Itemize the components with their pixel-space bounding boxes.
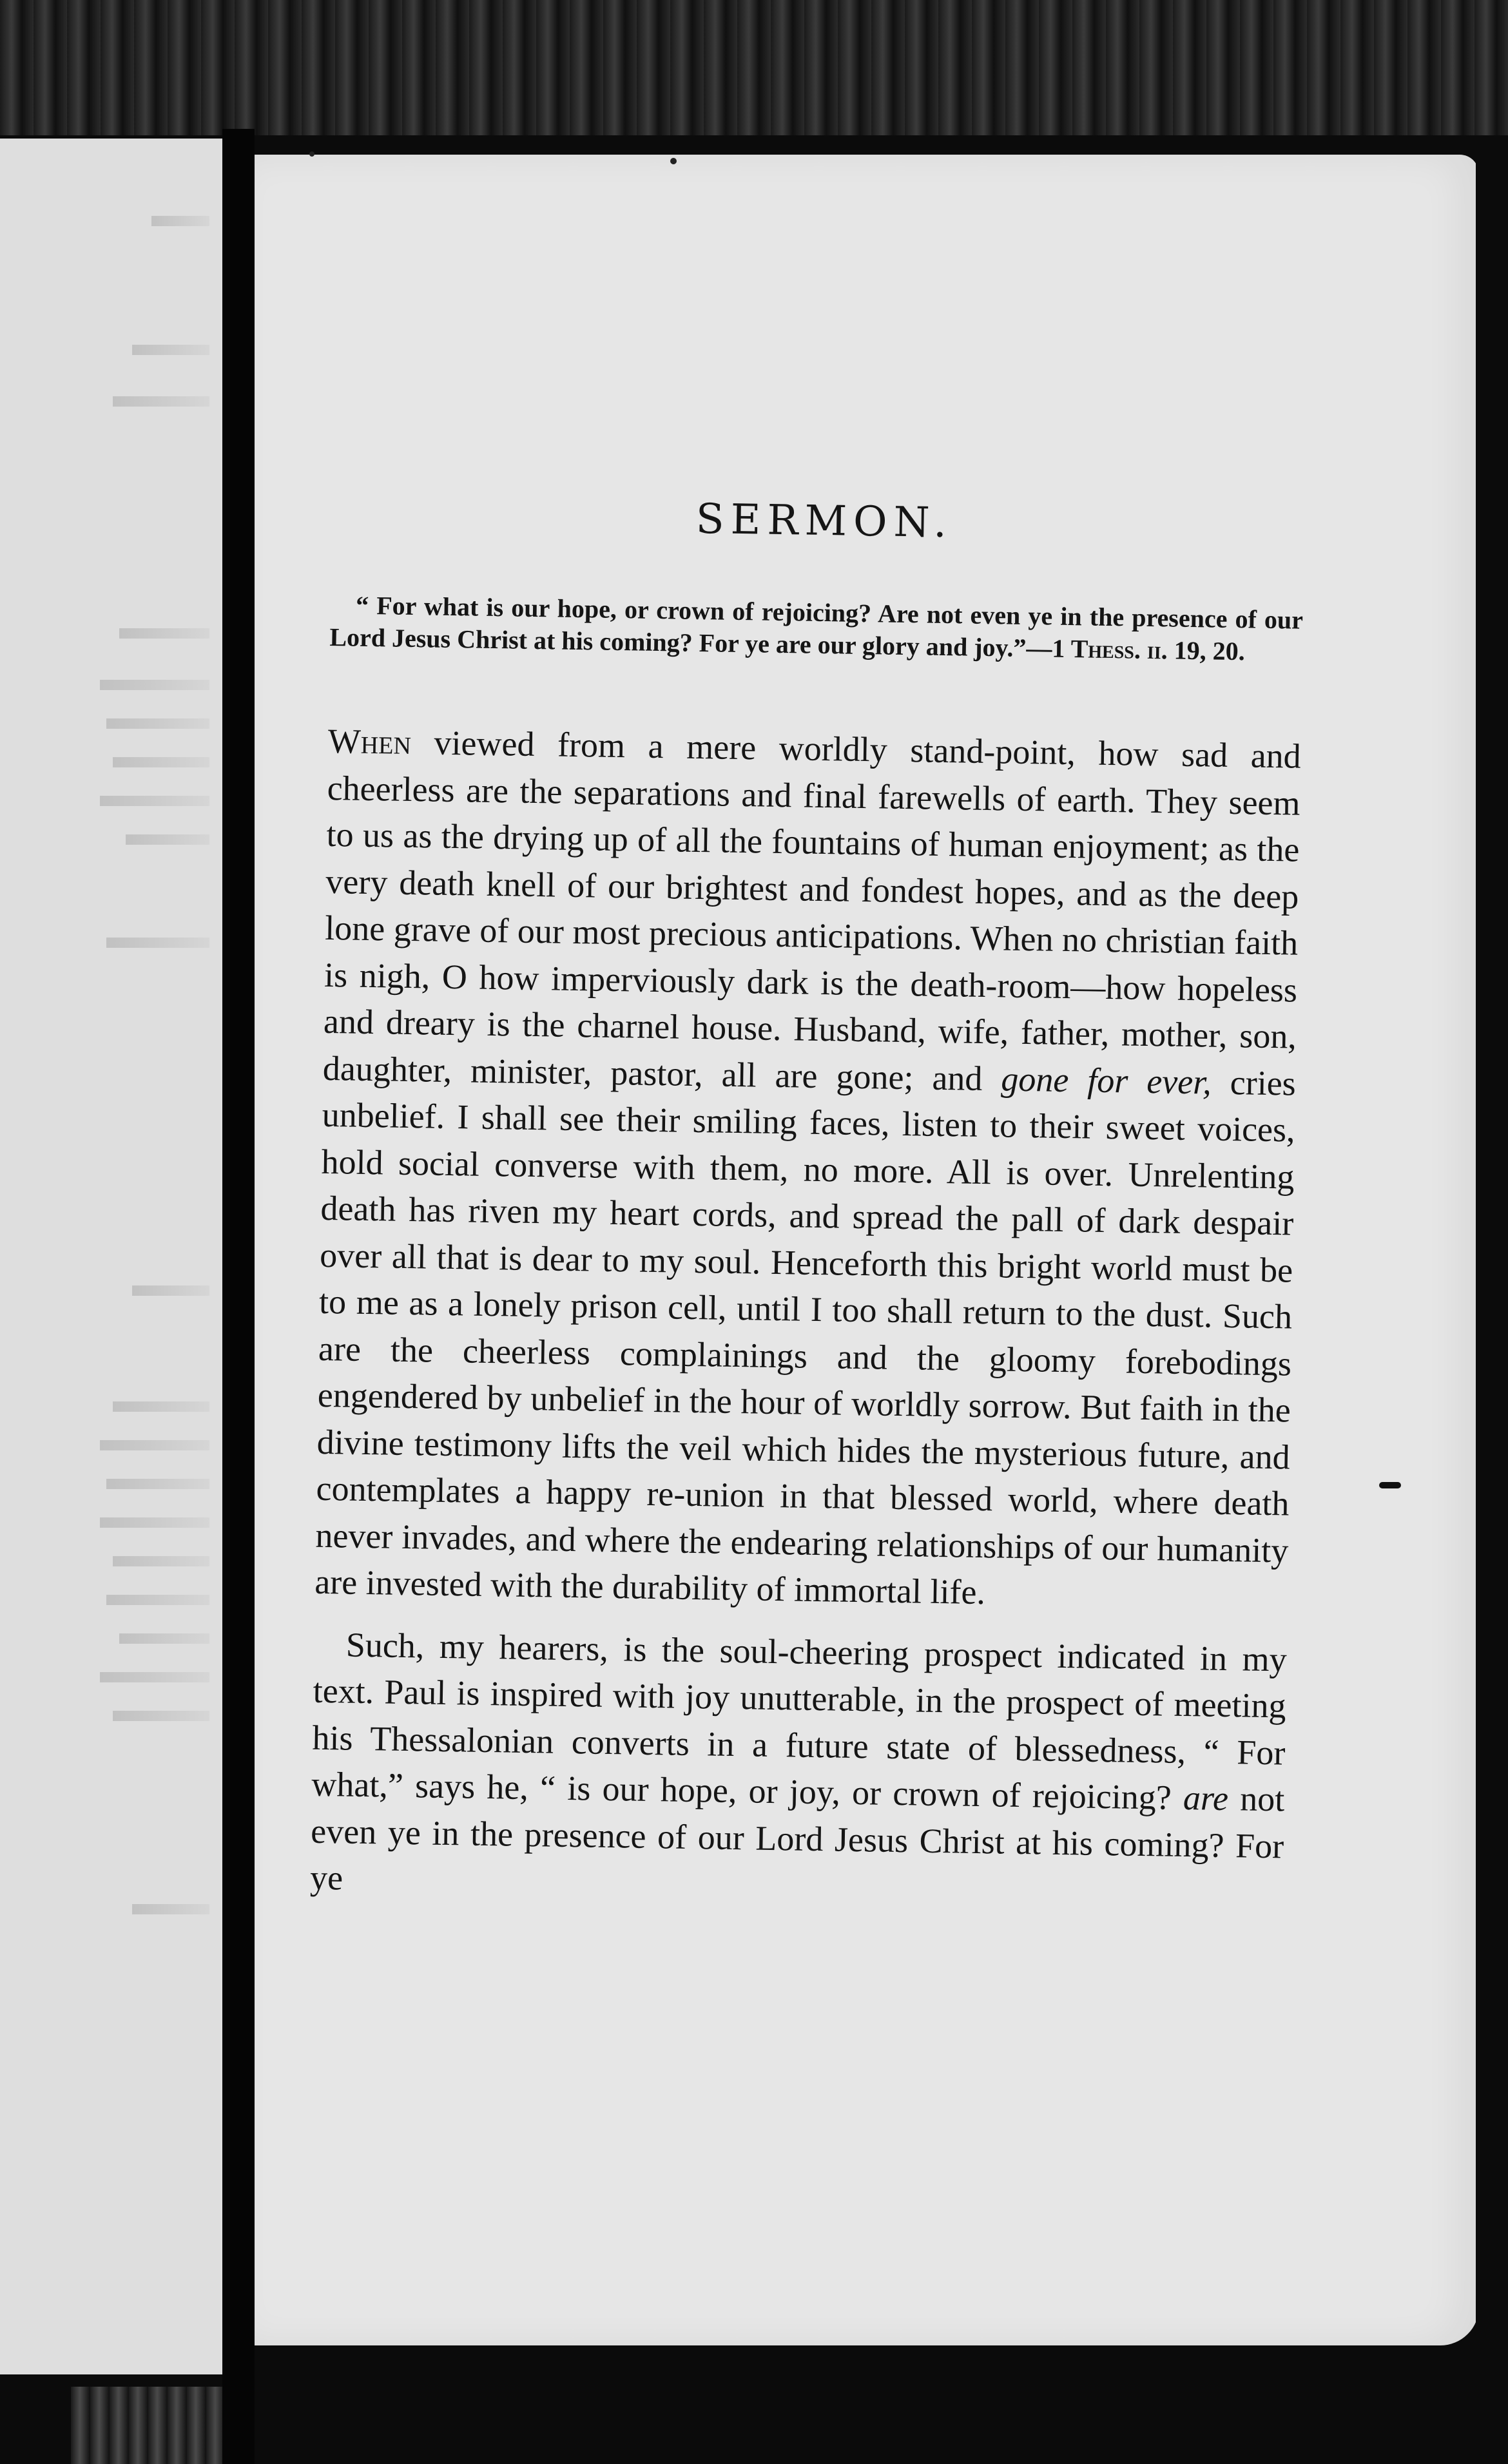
paragraph-1: [314, 718, 1301, 1621]
page-title: SERMON.: [695, 495, 954, 548]
page-content: [310, 490, 1305, 1916]
paragraph-1-emphasis: gone for ever,: [1000, 1059, 1212, 1102]
speck: [670, 158, 677, 164]
paragraph-2-emphasis: are: [1183, 1778, 1229, 1818]
book-page: [255, 155, 1479, 2345]
paragraph-2-text-a: Such, my hearers, is the soul-cheering prospect indicated in my text. Paul is inspired with joy unutterable, in the prospect of meeting his Thessalonian converts in a future state of blessedness, “ For what,” says he, “ is our hope, or joy, or crown of rejoicing?: [311, 1625, 1288, 1817]
scan-background-right: [1476, 155, 1508, 2464]
margin-mark: [1379, 1482, 1401, 1488]
epigraph-citation: 1 Thess. ii. 19, 20.: [1052, 633, 1246, 666]
paragraph-1-lead: When: [327, 721, 412, 762]
binding-gutter: [222, 129, 255, 2464]
paragraph-1-text-b: cries unbelief. I shall see their smiling faces, listen to their sweet voices, hold social converse with them, no more. All is over. Unrelenting death has riven my heart cords, and spread the pall of dark despair over all that is dear to my soul. Henceforth this bright world must be to me as a lonely prison cell, until I too shall return to the dust. Such are the cheerless complainings and the gloomy forebodings engendered by unbelief in the hour of worldly sorrow. But faith in the divine testimony lifts the veil which hides the mysterious future, and contemplates a happy re-union in that blessed world, where death never invades, and where the endearing relationships of our humanity are invested with the durability of immortal life.: [314, 1063, 1297, 1612]
paragraph-1-text-a: viewed from a mere worldly stand-point, how sad and cheerless are the separations and final farewells of earth. They seem to us as the drying up of all the fountains of human enjoyment; as the very death knell of our brightest and fondest hopes, and as the deep lone grave of our most precious anticipations. When no christian faith is nigh, O how imperviously dark is the death-room—how hopeless and dreary is the charnel house. Husband, wife, father, mother, son, daughter, minister, pastor, all are gone; and: [322, 722, 1302, 1098]
epigraph: [329, 589, 1303, 669]
paragraph-2-text-b: not even ye in the presence of our Lord Jesus Christ at his coming? For ye: [309, 1779, 1285, 1898]
binding-tape-top: [0, 0, 1508, 135]
binding-tape-bottom: [71, 2387, 238, 2464]
speck: [309, 151, 314, 157]
epigraph-quote: “ For what is our hope, or crown of rejoicing? Are not even ye in the presence of our Lord Jesus Christ at his coming? For ye are our glory and joy.”—: [329, 590, 1304, 663]
facing-page-edge: [0, 139, 222, 2374]
paragraph-2: [310, 1621, 1288, 1916]
